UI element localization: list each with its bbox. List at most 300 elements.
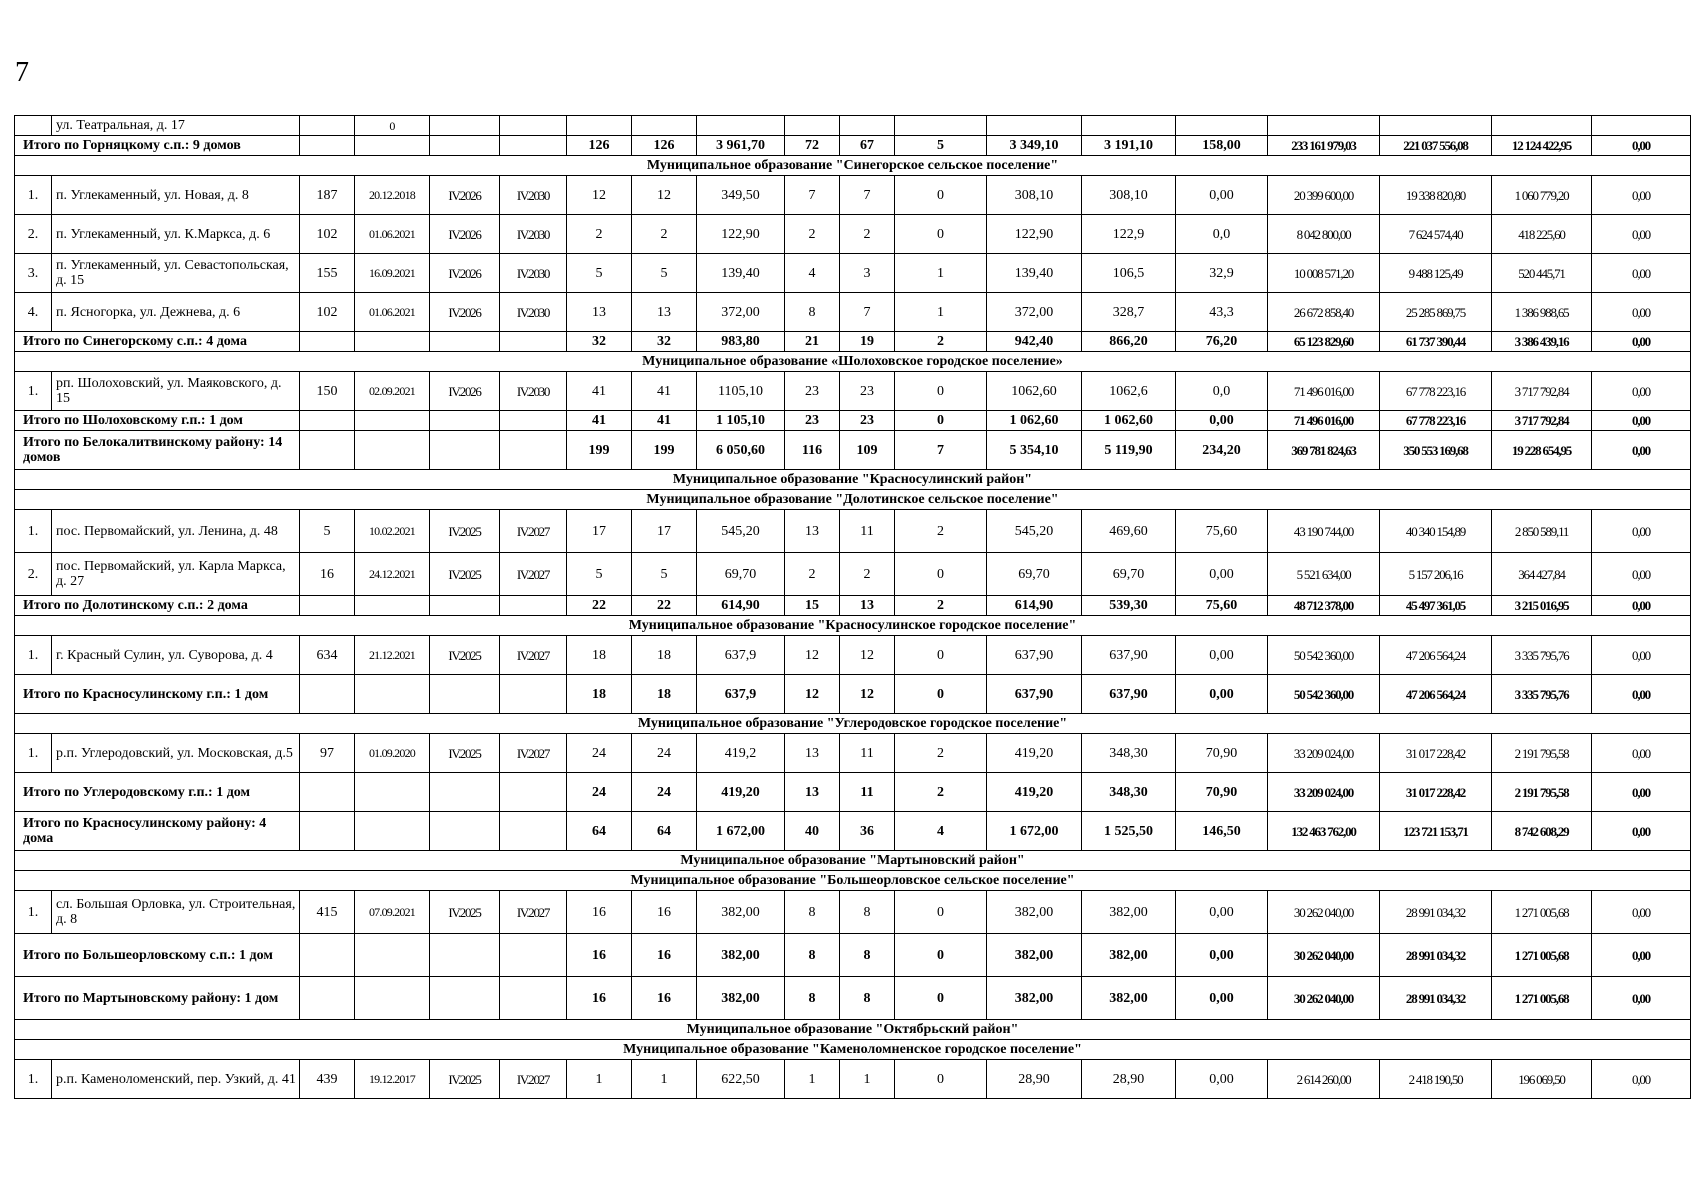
subtotal-label: Итого по Горняцкому с.п.: 9 домов bbox=[15, 136, 300, 156]
c13-cell: 545,20 bbox=[987, 510, 1082, 553]
subtotal-label: Итого по Долотинскому с.п.: 2 дома bbox=[15, 596, 300, 616]
empty-cell bbox=[355, 332, 430, 352]
empty-cell bbox=[430, 675, 500, 714]
c15-cell: 70,90 bbox=[1176, 734, 1268, 773]
c16-cell: 33 209 024,00 bbox=[1268, 734, 1380, 773]
row-number-cell: 1. bbox=[15, 891, 52, 934]
empty-cell bbox=[500, 411, 567, 431]
c14-cell: 469,60 bbox=[1082, 510, 1176, 553]
c9-cell: 139,40 bbox=[697, 254, 785, 293]
c10-cell: 2 bbox=[785, 215, 840, 254]
subtotal-c16-cell: 50 542 360,00 bbox=[1268, 675, 1380, 714]
c16-cell: 30 262 040,00 bbox=[1268, 891, 1380, 934]
empty-cell bbox=[430, 977, 500, 1020]
c5-cell: IV.2025 bbox=[430, 510, 500, 553]
subtotal-c13-cell: 3 349,10 bbox=[987, 136, 1082, 156]
c3-cell: 150 bbox=[300, 372, 355, 411]
row-number-cell: 3. bbox=[15, 254, 52, 293]
c19-cell: 0,00 bbox=[1592, 553, 1691, 596]
c18-cell: 418 225,60 bbox=[1492, 215, 1592, 254]
section-header-row bbox=[15, 156, 1691, 176]
subtotal-c15-cell: 76,20 bbox=[1176, 332, 1268, 352]
c12-cell: 0 bbox=[895, 553, 987, 596]
subtotal-c11-cell: 8 bbox=[840, 934, 895, 977]
c5-cell bbox=[430, 116, 500, 136]
c15-cell: 0,00 bbox=[1176, 176, 1268, 215]
subtotal-c17-cell: 67 778 223,16 bbox=[1380, 411, 1492, 431]
subtotal-c16-cell: 33 209 024,00 bbox=[1268, 773, 1380, 812]
c3-cell bbox=[300, 116, 355, 136]
subtotal-c12-cell: 0 bbox=[895, 977, 987, 1020]
row-number-cell: 1. bbox=[15, 734, 52, 773]
c5-cell: IV.2026 bbox=[430, 254, 500, 293]
c19-cell: 0,00 bbox=[1592, 176, 1691, 215]
subtotal-c15-cell: 0,00 bbox=[1176, 411, 1268, 431]
date-cell: 19.12.2017 bbox=[355, 1060, 430, 1099]
c18-cell: 520 445,71 bbox=[1492, 254, 1592, 293]
address-cell: пос. Первомайский, ул. Ленина, д. 48 bbox=[52, 510, 300, 553]
c9-cell: 637,9 bbox=[697, 636, 785, 675]
c3-cell: 415 bbox=[300, 891, 355, 934]
subtotal-label: Итого по Синегорскому с.п.: 4 дома bbox=[15, 332, 300, 352]
date-cell: 10.02.2021 bbox=[355, 510, 430, 553]
subtotal-c13-cell: 382,00 bbox=[987, 977, 1082, 1020]
c13-cell: 1062,60 bbox=[987, 372, 1082, 411]
subtotal-c10-cell: 15 bbox=[785, 596, 840, 616]
c12-cell: 0 bbox=[895, 636, 987, 675]
subtotal-c15-cell: 0,00 bbox=[1176, 977, 1268, 1020]
c17-cell: 19 338 820,80 bbox=[1380, 176, 1492, 215]
c15-cell: 0,0 bbox=[1176, 215, 1268, 254]
empty-cell bbox=[300, 431, 355, 470]
subtotal-label: Итого по Красносулинскому г.п.: 1 дом bbox=[15, 675, 300, 714]
c8-cell: 41 bbox=[632, 372, 697, 411]
c10-cell: 23 bbox=[785, 372, 840, 411]
c8-cell: 17 bbox=[632, 510, 697, 553]
c3-cell: 5 bbox=[300, 510, 355, 553]
row-number-cell: 1. bbox=[15, 1060, 52, 1099]
subtotal-c10-cell: 72 bbox=[785, 136, 840, 156]
subtotal-c15-cell: 70,90 bbox=[1176, 773, 1268, 812]
c7-cell: 13 bbox=[567, 293, 632, 332]
subtotal-c18-cell: 19 228 654,95 bbox=[1492, 431, 1592, 470]
subtotal-row bbox=[15, 136, 1691, 156]
subtotal-c14-cell: 1 525,50 bbox=[1082, 812, 1176, 851]
c6-cell: IV.2030 bbox=[500, 293, 567, 332]
c18-cell bbox=[1492, 116, 1592, 136]
subtotal-c8-cell: 64 bbox=[632, 812, 697, 851]
c19-cell: 0,00 bbox=[1592, 636, 1691, 675]
subtotal-c13-cell: 1 672,00 bbox=[987, 812, 1082, 851]
empty-cell bbox=[300, 977, 355, 1020]
empty-cell bbox=[500, 596, 567, 616]
c12-cell: 2 bbox=[895, 734, 987, 773]
c19-cell: 0,00 bbox=[1592, 1060, 1691, 1099]
c11-cell: 12 bbox=[840, 636, 895, 675]
c18-cell: 1 271 005,68 bbox=[1492, 891, 1592, 934]
c11-cell: 23 bbox=[840, 372, 895, 411]
subtotal-row bbox=[15, 812, 1691, 851]
c9-cell: 69,70 bbox=[697, 553, 785, 596]
c8-cell: 16 bbox=[632, 891, 697, 934]
c10-cell: 2 bbox=[785, 553, 840, 596]
subtotal-label: Итого по Шолоховскому г.п.: 1 дом bbox=[15, 411, 300, 431]
c10-cell bbox=[785, 116, 840, 136]
c9-cell: 545,20 bbox=[697, 510, 785, 553]
subtotal-c19-cell: 0,00 bbox=[1592, 773, 1691, 812]
c18-cell: 364 427,84 bbox=[1492, 553, 1592, 596]
c9-cell: 349,50 bbox=[697, 176, 785, 215]
subtotal-c8-cell: 199 bbox=[632, 431, 697, 470]
subtotal-c19-cell: 0,00 bbox=[1592, 332, 1691, 352]
row-number-cell: 4. bbox=[15, 293, 52, 332]
subtotal-c18-cell: 3 386 439,16 bbox=[1492, 332, 1592, 352]
empty-cell bbox=[430, 812, 500, 851]
subtotal-c9-cell: 419,20 bbox=[697, 773, 785, 812]
subtotal-c16-cell: 30 262 040,00 bbox=[1268, 977, 1380, 1020]
c14-cell: 348,30 bbox=[1082, 734, 1176, 773]
c13-cell: 382,00 bbox=[987, 891, 1082, 934]
row-number-cell: 1. bbox=[15, 510, 52, 553]
c6-cell: IV.2027 bbox=[500, 891, 567, 934]
c11-cell: 1 bbox=[840, 1060, 895, 1099]
subtotal-c16-cell: 71 496 016,00 bbox=[1268, 411, 1380, 431]
empty-cell bbox=[430, 431, 500, 470]
c9-cell: 1105,10 bbox=[697, 372, 785, 411]
empty-cell bbox=[355, 773, 430, 812]
subtotal-c15-cell: 146,50 bbox=[1176, 812, 1268, 851]
date-cell: 01.06.2021 bbox=[355, 293, 430, 332]
empty-cell bbox=[355, 977, 430, 1020]
c19-cell: 0,00 bbox=[1592, 254, 1691, 293]
subtotal-c14-cell: 348,30 bbox=[1082, 773, 1176, 812]
empty-cell bbox=[300, 596, 355, 616]
subtotal-c11-cell: 12 bbox=[840, 675, 895, 714]
date-cell: 20.12.2018 bbox=[355, 176, 430, 215]
subtotal-c17-cell: 28 991 034,32 bbox=[1380, 977, 1492, 1020]
date-cell: 16.09.2021 bbox=[355, 254, 430, 293]
c14-cell: 69,70 bbox=[1082, 553, 1176, 596]
subtotal-c8-cell: 24 bbox=[632, 773, 697, 812]
subtotal-c7-cell: 199 bbox=[567, 431, 632, 470]
subtotal-row bbox=[15, 596, 1691, 616]
address-cell: ул. Театральная, д. 17 bbox=[52, 116, 300, 136]
subtotal-c7-cell: 32 bbox=[567, 332, 632, 352]
house-row bbox=[15, 553, 1691, 596]
subtotal-c14-cell: 539,30 bbox=[1082, 596, 1176, 616]
empty-cell bbox=[430, 596, 500, 616]
section-title: Муниципальное образование "Красносулинский район" bbox=[15, 470, 1691, 490]
subtotal-c10-cell: 8 bbox=[785, 977, 840, 1020]
c7-cell: 17 bbox=[567, 510, 632, 553]
c10-cell: 8 bbox=[785, 293, 840, 332]
subtotal-c16-cell: 65 123 829,60 bbox=[1268, 332, 1380, 352]
subtotal-c13-cell: 614,90 bbox=[987, 596, 1082, 616]
subtotal-c9-cell: 3 961,70 bbox=[697, 136, 785, 156]
subtotal-c19-cell: 0,00 bbox=[1592, 411, 1691, 431]
c8-cell: 2 bbox=[632, 215, 697, 254]
c6-cell: IV.2027 bbox=[500, 734, 567, 773]
address-cell: п. Углекаменный, ул. Севастопольская, д. 15 bbox=[52, 254, 300, 293]
c19-cell: 0,00 bbox=[1592, 293, 1691, 332]
subtotal-c17-cell: 45 497 361,05 bbox=[1380, 596, 1492, 616]
c17-cell: 28 991 034,32 bbox=[1380, 891, 1492, 934]
subtotal-c11-cell: 109 bbox=[840, 431, 895, 470]
c3-cell: 97 bbox=[300, 734, 355, 773]
c12-cell: 0 bbox=[895, 176, 987, 215]
empty-cell bbox=[430, 773, 500, 812]
subtotal-c10-cell: 13 bbox=[785, 773, 840, 812]
house-row bbox=[15, 372, 1691, 411]
c6-cell: IV.2030 bbox=[500, 254, 567, 293]
c18-cell: 2 191 795,58 bbox=[1492, 734, 1592, 773]
subtotal-c12-cell: 2 bbox=[895, 332, 987, 352]
subtotal-c14-cell: 637,90 bbox=[1082, 675, 1176, 714]
c5-cell: IV.2025 bbox=[430, 553, 500, 596]
subtotal-c14-cell: 1 062,60 bbox=[1082, 411, 1176, 431]
empty-cell bbox=[300, 332, 355, 352]
c19-cell: 0,00 bbox=[1592, 215, 1691, 254]
date-cell: 21.12.2021 bbox=[355, 636, 430, 675]
empty-cell bbox=[500, 977, 567, 1020]
empty-cell bbox=[355, 812, 430, 851]
c11-cell: 11 bbox=[840, 734, 895, 773]
subtotal-c12-cell: 2 bbox=[895, 596, 987, 616]
subtotal-c13-cell: 942,40 bbox=[987, 332, 1082, 352]
c13-cell: 139,40 bbox=[987, 254, 1082, 293]
subtotal-c17-cell: 61 737 390,44 bbox=[1380, 332, 1492, 352]
c6-cell: IV.2027 bbox=[500, 553, 567, 596]
section-title: Муниципальное образование "Большеорловское сельское поселение" bbox=[15, 871, 1691, 891]
subtotal-c18-cell: 1 271 005,68 bbox=[1492, 934, 1592, 977]
subtotal-c7-cell: 24 bbox=[567, 773, 632, 812]
empty-cell bbox=[300, 136, 355, 156]
empty-cell bbox=[430, 332, 500, 352]
subtotal-c19-cell: 0,00 bbox=[1592, 977, 1691, 1020]
c15-cell: 0,00 bbox=[1176, 636, 1268, 675]
c10-cell: 13 bbox=[785, 734, 840, 773]
subtotal-c13-cell: 637,90 bbox=[987, 675, 1082, 714]
subtotal-c10-cell: 23 bbox=[785, 411, 840, 431]
address-cell: р.п. Каменоломенский, пер. Узкий, д. 41 bbox=[52, 1060, 300, 1099]
row-number-cell: 1. bbox=[15, 372, 52, 411]
house-row bbox=[15, 293, 1691, 332]
c18-cell: 3 717 792,84 bbox=[1492, 372, 1592, 411]
date-cell: 07.09.2021 bbox=[355, 891, 430, 934]
c15-cell: 0,0 bbox=[1176, 372, 1268, 411]
c10-cell: 13 bbox=[785, 510, 840, 553]
subtotal-c16-cell: 369 781 824,63 bbox=[1268, 431, 1380, 470]
subtotal-c19-cell: 0,00 bbox=[1592, 934, 1691, 977]
section-title: Муниципальное образование "Каменоломненское городское поселение" bbox=[15, 1040, 1691, 1060]
c15-cell: 0,00 bbox=[1176, 1060, 1268, 1099]
subtotal-row bbox=[15, 773, 1691, 812]
row-number-cell bbox=[15, 116, 52, 136]
c16-cell: 43 190 744,00 bbox=[1268, 510, 1380, 553]
c11-cell bbox=[840, 116, 895, 136]
subtotal-c8-cell: 16 bbox=[632, 977, 697, 1020]
c13-cell: 28,90 bbox=[987, 1060, 1082, 1099]
c5-cell: IV.2026 bbox=[430, 372, 500, 411]
c11-cell: 7 bbox=[840, 293, 895, 332]
c3-cell: 187 bbox=[300, 176, 355, 215]
subtotal-c8-cell: 18 bbox=[632, 675, 697, 714]
subtotal-c13-cell: 382,00 bbox=[987, 934, 1082, 977]
c15-cell: 0,00 bbox=[1176, 891, 1268, 934]
c10-cell: 8 bbox=[785, 891, 840, 934]
c14-cell: 382,00 bbox=[1082, 891, 1176, 934]
c6-cell: IV.2030 bbox=[500, 215, 567, 254]
subtotal-c7-cell: 64 bbox=[567, 812, 632, 851]
c11-cell: 3 bbox=[840, 254, 895, 293]
c16-cell: 5 521 634,00 bbox=[1268, 553, 1380, 596]
c6-cell: IV.2027 bbox=[500, 510, 567, 553]
subtotal-c17-cell: 221 037 556,08 bbox=[1380, 136, 1492, 156]
subtotal-row bbox=[15, 332, 1691, 352]
subtotal-c14-cell: 382,00 bbox=[1082, 977, 1176, 1020]
c10-cell: 1 bbox=[785, 1060, 840, 1099]
subtotal-c8-cell: 126 bbox=[632, 136, 697, 156]
empty-cell bbox=[300, 812, 355, 851]
subtotal-c7-cell: 41 bbox=[567, 411, 632, 431]
page-number: 7 bbox=[15, 57, 29, 88]
subtotal-c7-cell: 22 bbox=[567, 596, 632, 616]
empty-cell bbox=[430, 411, 500, 431]
subtotal-c12-cell: 0 bbox=[895, 675, 987, 714]
section-title: Муниципальное образование "Долотинское сельское поселение" bbox=[15, 490, 1691, 510]
c15-cell: 75,60 bbox=[1176, 510, 1268, 553]
c8-cell: 1 bbox=[632, 1060, 697, 1099]
c17-cell: 2 418 190,50 bbox=[1380, 1060, 1492, 1099]
subtotal-c8-cell: 41 bbox=[632, 411, 697, 431]
section-title: Муниципальное образование "Красносулинское городское поселение" bbox=[15, 616, 1691, 636]
c5-cell: IV.2026 bbox=[430, 293, 500, 332]
c16-cell: 8 042 800,00 bbox=[1268, 215, 1380, 254]
subtotal-c11-cell: 36 bbox=[840, 812, 895, 851]
subtotal-c18-cell: 1 271 005,68 bbox=[1492, 977, 1592, 1020]
subtotal-c16-cell: 30 262 040,00 bbox=[1268, 934, 1380, 977]
c17-cell: 25 285 869,75 bbox=[1380, 293, 1492, 332]
c13-cell: 69,70 bbox=[987, 553, 1082, 596]
subtotal-c18-cell: 3 215 016,95 bbox=[1492, 596, 1592, 616]
house-row bbox=[15, 176, 1691, 215]
subtotal-label: Итого по Углеродовскому г.п.: 1 дом bbox=[15, 773, 300, 812]
address-cell: рп. Шолоховский, ул. Маяковского, д. 15 bbox=[52, 372, 300, 411]
address-cell: п. Ясногорка, ул. Дежнева, д. 6 bbox=[52, 293, 300, 332]
subtotal-c9-cell: 637,9 bbox=[697, 675, 785, 714]
subtotal-c12-cell: 0 bbox=[895, 934, 987, 977]
empty-cell bbox=[500, 675, 567, 714]
c3-cell: 439 bbox=[300, 1060, 355, 1099]
c6-cell: IV.2030 bbox=[500, 176, 567, 215]
address-cell: пос. Первомайский, ул. Карла Маркса, д. 27 bbox=[52, 553, 300, 596]
empty-cell bbox=[430, 934, 500, 977]
subtotal-c11-cell: 8 bbox=[840, 977, 895, 1020]
c5-cell: IV.2025 bbox=[430, 891, 500, 934]
section-header-row bbox=[15, 851, 1691, 871]
c6-cell: IV.2027 bbox=[500, 1060, 567, 1099]
section-header-row bbox=[15, 871, 1691, 891]
subtotal-c17-cell: 350 553 169,68 bbox=[1380, 431, 1492, 470]
c13-cell: 122,90 bbox=[987, 215, 1082, 254]
c7-cell: 12 bbox=[567, 176, 632, 215]
c17-cell: 31 017 228,42 bbox=[1380, 734, 1492, 773]
c5-cell: IV.2025 bbox=[430, 636, 500, 675]
c19-cell: 0,00 bbox=[1592, 372, 1691, 411]
subtotal-c11-cell: 11 bbox=[840, 773, 895, 812]
c17-cell: 40 340 154,89 bbox=[1380, 510, 1492, 553]
c3-cell: 155 bbox=[300, 254, 355, 293]
subtotal-row bbox=[15, 411, 1691, 431]
subtotal-c14-cell: 3 191,10 bbox=[1082, 136, 1176, 156]
c7-cell: 5 bbox=[567, 254, 632, 293]
subtotal-c18-cell: 3 717 792,84 bbox=[1492, 411, 1592, 431]
c10-cell: 7 bbox=[785, 176, 840, 215]
c8-cell: 5 bbox=[632, 553, 697, 596]
subtotal-c10-cell: 8 bbox=[785, 934, 840, 977]
c9-cell: 419,2 bbox=[697, 734, 785, 773]
c18-cell: 1 386 988,65 bbox=[1492, 293, 1592, 332]
subtotal-label: Итого по Большеорловскому с.п.: 1 дом bbox=[15, 934, 300, 977]
c8-cell: 5 bbox=[632, 254, 697, 293]
empty-cell bbox=[300, 411, 355, 431]
subtotal-c14-cell: 382,00 bbox=[1082, 934, 1176, 977]
c9-cell: 372,00 bbox=[697, 293, 785, 332]
date-cell: 01.09.2020 bbox=[355, 734, 430, 773]
subtotal-label: Итого по Красносулинскому району: 4 дома bbox=[15, 812, 300, 851]
section-header-row bbox=[15, 616, 1691, 636]
subtotal-c19-cell: 0,00 bbox=[1592, 136, 1691, 156]
date-cell: 24.12.2021 bbox=[355, 553, 430, 596]
subtotal-c19-cell: 0,00 bbox=[1592, 812, 1691, 851]
c3-cell: 102 bbox=[300, 293, 355, 332]
house-row bbox=[15, 734, 1691, 773]
subtotal-c7-cell: 16 bbox=[567, 934, 632, 977]
c7-cell: 5 bbox=[567, 553, 632, 596]
subtotal-c17-cell: 31 017 228,42 bbox=[1380, 773, 1492, 812]
subtotal-c19-cell: 0,00 bbox=[1592, 431, 1691, 470]
subtotal-c9-cell: 1 672,00 bbox=[697, 812, 785, 851]
subtotal-row bbox=[15, 431, 1691, 470]
c12-cell: 1 bbox=[895, 293, 987, 332]
address-cell: сл. Большая Орловка, ул. Строительная, д. 8 bbox=[52, 891, 300, 934]
subtotal-c13-cell: 1 062,60 bbox=[987, 411, 1082, 431]
row-number-cell: 2. bbox=[15, 553, 52, 596]
c7-cell: 24 bbox=[567, 734, 632, 773]
empty-cell bbox=[355, 411, 430, 431]
subtotal-c18-cell: 3 335 795,76 bbox=[1492, 675, 1592, 714]
c18-cell: 196 069,50 bbox=[1492, 1060, 1592, 1099]
c14-cell: 1062,6 bbox=[1082, 372, 1176, 411]
house-row bbox=[15, 510, 1691, 553]
date-cell: 0 bbox=[355, 116, 430, 136]
house-row bbox=[15, 254, 1691, 293]
subtotal-c9-cell: 382,00 bbox=[697, 934, 785, 977]
house-row bbox=[15, 215, 1691, 254]
subtotal-c10-cell: 40 bbox=[785, 812, 840, 851]
empty-cell bbox=[355, 934, 430, 977]
empty-cell bbox=[300, 934, 355, 977]
subtotal-c7-cell: 16 bbox=[567, 977, 632, 1020]
subtotal-c13-cell: 419,20 bbox=[987, 773, 1082, 812]
c11-cell: 11 bbox=[840, 510, 895, 553]
c3-cell: 634 bbox=[300, 636, 355, 675]
c14-cell: 28,90 bbox=[1082, 1060, 1176, 1099]
empty-cell bbox=[355, 596, 430, 616]
c17-cell: 7 624 574,40 bbox=[1380, 215, 1492, 254]
c16-cell: 10 008 571,20 bbox=[1268, 254, 1380, 293]
row-number-cell: 1. bbox=[15, 636, 52, 675]
